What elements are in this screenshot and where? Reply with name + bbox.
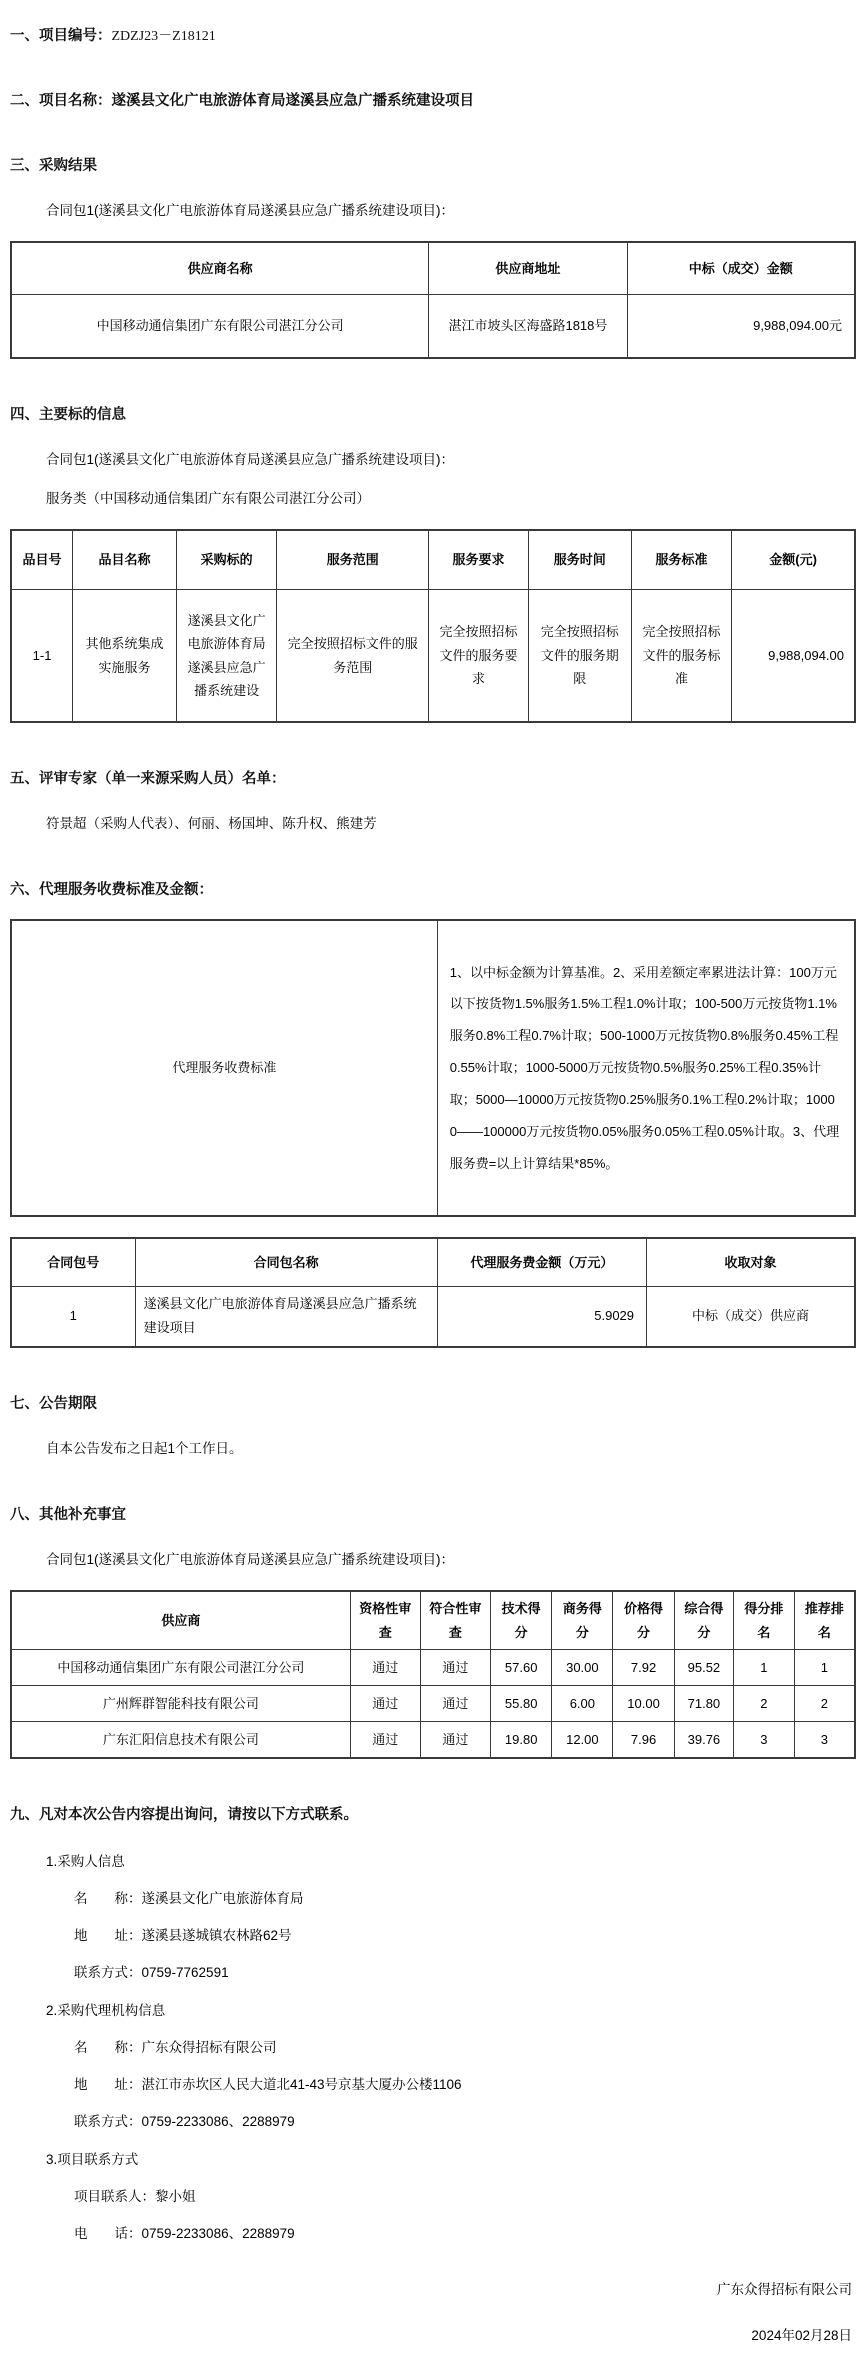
table-row [11,1286,855,1347]
price-score-cell: 7.96 [613,1722,675,1758]
conformity-cell: 通过 [420,1650,490,1686]
fee-standard-text-cell: 1、以中标金额为计算基准。2、采用差额定率累进法计算：100万元以下按货物1.5%服务1.5%工程1.0%计取；100-500万元按货物1.1%服务0.8%工程0.7%计取；500-1000万元按货物0.8%服务0.45%工程0.55%计取；1000-5000万元按货物0.5%服务0.25%工程0.35%计取；5000—10000万元按货物0.25%服务0.1%工程0.2%计取；10000——100000万元按货物0.05%服务0.05%工程0.05%计取。3、代理服务费=以上计算结果*85%。 [437,920,855,1216]
qualification-cell: 通过 [350,1722,420,1758]
buyer-info-title: 1.采购人信息 [46,1853,125,1869]
conformity-cell: 通过 [420,1722,490,1758]
table-row [11,920,855,1216]
header-package-no: 合同包号 [11,1238,135,1286]
header-technical-score: 技术得分 [490,1591,552,1649]
supplier-address-cell: 湛江市坡头区海盛路1818号 [429,294,627,358]
business-score-cell: 12.00 [552,1722,613,1758]
table-header-row [11,1238,855,1286]
price-score-cell: 10.00 [613,1686,675,1722]
procurement-target-cell: 遂溪县文化广电旅游体育局遂溪县应急广播系统建设 [176,590,276,722]
section-supplementary-heading: 八、其他补充事宜 [10,1507,126,1524]
package-no-cell: 1 [11,1286,135,1347]
table-row [11,1686,855,1722]
header-business-score: 商务得分 [552,1591,613,1649]
supplier-name-cell: 中国移动通信集团广东有限公司湛江分公司 [11,294,429,358]
supplier-cell: 广东汇阳信息技术有限公司 [11,1722,350,1758]
section-experts-heading: 五、评审专家（单一来源采购人员）名单： [10,770,286,787]
agency-fee-amount-table [10,1237,856,1348]
header-qualification-review: 资格性审查 [350,1591,420,1649]
footer-company: 广东众得招标有限公司 [717,2282,852,2298]
project-contact-phone: 电 话：0759-2233086、2288979 [74,2226,295,2242]
main-subject-intro-1: 合同包1(遂溪县文化广电旅游体育局遂溪县应急广播系统建设项目)： [46,452,454,468]
project-contact-title: 3.项目联系方式 [46,2151,139,2167]
header-supplier-name: 供应商名称 [11,242,429,294]
header-conformity-review: 符合性审查 [420,1591,490,1649]
table-header-row [11,242,855,294]
supplier-cell: 广州辉群智能科技有限公司 [11,1686,350,1722]
agency-name: 名 称：广东众得招标有限公司 [74,2039,277,2055]
project-name-label: 二、项目名称： [10,93,112,109]
buyer-address: 地 址：遂溪县遂城镇农林路62号 [74,1928,292,1944]
header-item-no: 品目号 [11,530,73,590]
project-number-label: 一、项目编号： [10,28,112,44]
conformity-cell: 通过 [420,1686,490,1722]
total-score-cell: 95.52 [674,1650,733,1686]
table-row [11,590,855,722]
service-standard-cell: 完全按照招标文件的服务标准 [631,590,731,722]
agency-info-title: 2.采购代理机构信息 [46,2002,166,2018]
section-notice-period-heading: 七、公告期限 [10,1395,97,1412]
score-rank-cell: 2 [733,1686,794,1722]
recommend-rank-cell: 1 [794,1650,855,1686]
item-no-cell: 1-1 [11,590,73,722]
item-name-cell: 其他系统集成实施服务 [73,590,177,722]
header-amount: 金额(元) [732,530,855,590]
technical-score-cell: 57.60 [490,1650,552,1686]
header-award-amount: 中标（成交）金额 [627,242,855,294]
table-row [11,294,855,358]
qualification-cell: 通过 [350,1686,420,1722]
header-service-standard: 服务标准 [631,530,731,590]
procurement-result-table [10,241,856,359]
qualification-cell: 通过 [350,1650,420,1686]
experts-list: 符景超（采购人代表）、何丽、杨国坤、陈升权、熊建芳 [46,815,377,831]
service-requirement-cell: 完全按照招标文件的服务要求 [429,590,529,722]
main-subject-intro-2: 服务类（中国移动通信集团广东有限公司湛江分公司） [46,490,370,506]
score-rank-cell: 3 [733,1722,794,1758]
header-price-score: 价格得分 [613,1591,675,1649]
total-score-cell: 71.80 [674,1686,733,1722]
header-procurement-target: 采购标的 [176,530,276,590]
amount-cell: 9,988,094.00 [732,590,855,722]
package-name-cell: 遂溪县文化广电旅游体育局遂溪县应急广播系统建设项目 [135,1286,437,1347]
buyer-phone: 联系方式：0759-7762591 [74,1965,229,1981]
fee-standard-label-cell: 代理服务收费标准 [11,920,437,1216]
service-time-cell: 完全按照招标文件的服务期限 [528,590,631,722]
project-number-value: ZDZJ23－Z18121 [111,29,216,44]
project-name-value: 遂溪县文化广电旅游体育局遂溪县应急广播系统建设项目 [111,93,474,109]
header-service-requirement: 服务要求 [429,530,529,590]
agency-address: 地 址：湛江市赤坎区人民大道北41-43号京基大厦办公楼1106 [74,2077,462,2093]
header-supplier-address: 供应商地址 [429,242,627,294]
technical-score-cell: 19.80 [490,1722,552,1758]
supplier-cell: 中国移动通信集团广东有限公司湛江分公司 [11,1650,350,1686]
notice-period-text: 自本公告发布之日起1个工作日。 [46,1440,243,1456]
header-package-name: 合同包名称 [135,1238,437,1286]
price-score-cell: 7.92 [613,1650,675,1686]
recommend-rank-cell: 2 [794,1686,855,1722]
header-service-scope: 服务范围 [277,530,429,590]
header-fee-amount: 代理服务费金额（万元） [437,1238,646,1286]
header-score-rank: 得分排名 [733,1591,794,1649]
technical-score-cell: 55.80 [490,1686,552,1722]
agency-phone: 联系方式：0759-2233086、2288979 [74,2114,295,2130]
main-subject-table [10,529,856,723]
table-header-row [11,1591,855,1649]
business-score-cell: 6.00 [552,1686,613,1722]
header-supplier: 供应商 [11,1591,350,1649]
header-service-time: 服务时间 [528,530,631,590]
section-procurement-result-heading: 三、采购结果 [10,158,97,174]
table-row [11,1722,855,1758]
table-row [11,1650,855,1686]
header-fee-payer: 收取对象 [647,1238,855,1286]
supplier-score-table [10,1590,856,1758]
procurement-result-intro: 合同包1(遂溪县文化广电旅游体育局遂溪县应急广播系统建设项目)： [46,203,454,218]
header-recommend-rank: 推荐排名 [794,1591,855,1649]
section-agency-fee-heading: 六、代理服务收费标准及金额： [10,882,213,898]
fee-payer-cell: 中标（成交）供应商 [647,1286,855,1347]
service-scope-cell: 完全按照招标文件的服务范围 [277,590,429,722]
table-header-row [11,530,855,590]
project-contact-person: 项目联系人：黎小姐 [74,2188,196,2204]
section-main-subject-heading: 四、主要标的信息 [10,407,126,424]
header-total-score: 综合得分 [674,1591,733,1649]
score-rank-cell: 1 [733,1650,794,1686]
header-item-name: 品目名称 [73,530,177,590]
award-amount-cell: 9,988,094.00元 [627,294,855,358]
section-project-number [10,24,856,45]
fee-amount-cell: 5.9029 [437,1286,646,1347]
total-score-cell: 39.76 [674,1722,733,1758]
recommend-rank-cell: 3 [794,1722,855,1758]
section-project-name [10,89,856,110]
footer-date: 2024年02月28日 [751,2328,852,2344]
section-contact-heading: 九、凡对本次公告内容提出询问，请按以下方式联系。 [10,1806,358,1823]
business-score-cell: 30.00 [552,1650,613,1686]
supplementary-intro: 合同包1(遂溪县文化广电旅游体育局遂溪县应急广播系统建设项目)： [46,1552,454,1568]
buyer-name: 名 称：遂溪县文化广电旅游体育局 [74,1890,304,1906]
agency-fee-standard-table [10,919,856,1217]
